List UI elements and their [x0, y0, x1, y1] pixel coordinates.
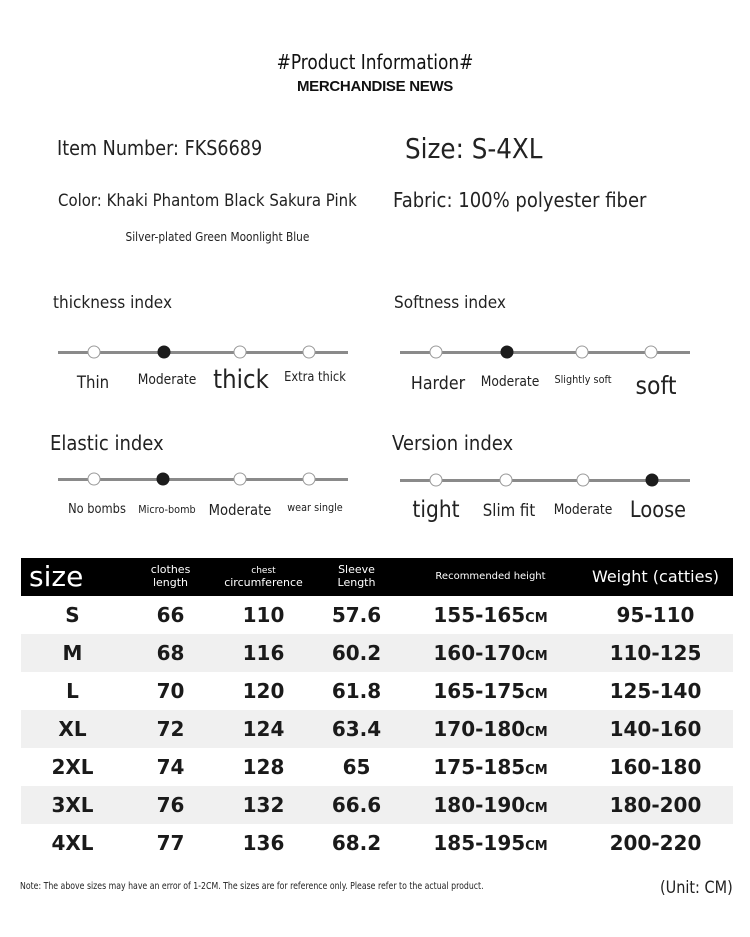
softness-dot: [645, 346, 658, 359]
version-dot: [577, 474, 590, 487]
version-dot-selected: [646, 474, 659, 487]
size-note: Note: The above sizes may have an error of 1-2CM. The sizes are for reference only. Please refer to the actual product.: [20, 881, 484, 892]
unit-label: (Unit: CM): [660, 878, 733, 898]
elastic-label: wear single: [287, 501, 343, 514]
header-length: clothes length: [124, 558, 217, 596]
chest-cell: 116: [217, 634, 310, 672]
thickness-label: Moderate: [137, 372, 197, 388]
elastic-dot: [234, 473, 247, 486]
page-title: #Product Information#: [276, 50, 474, 74]
length-cell: 72: [124, 710, 217, 748]
thickness-index-title: thickness index: [53, 293, 172, 313]
thickness-dot: [234, 346, 247, 359]
softness-dot-selected: [501, 346, 514, 359]
color-options-more: Silver-plated Green Moonlight Blue: [125, 230, 309, 244]
header-size: size: [21, 558, 124, 596]
length-cell: 68: [124, 634, 217, 672]
version-label: Moderate: [553, 502, 613, 518]
weight-cell: 180-200: [578, 786, 733, 824]
height-cell: 165-175CM: [433, 679, 548, 703]
size-cell: M: [21, 634, 124, 672]
thickness-label: Thin: [76, 373, 110, 393]
chest-cell: 110: [242, 603, 285, 627]
version-dot: [500, 474, 513, 487]
item-number: Item Number: FKS6689: [57, 136, 263, 160]
version-label: Slim fit: [482, 501, 536, 521]
sleeve-cell: 61.8: [331, 679, 382, 703]
chest-cell: 128: [242, 755, 285, 779]
size-table-header: [21, 558, 733, 596]
version-index-title: Version index: [392, 431, 514, 455]
table-row: [21, 748, 733, 786]
softness-label: Harder: [410, 373, 466, 394]
weight-cell: 160-180: [609, 755, 702, 779]
sleeve-cell: 60.2: [310, 634, 403, 672]
chest-cell: 124: [217, 710, 310, 748]
table-row: [21, 634, 733, 672]
height-cell: 160-170CM: [403, 634, 578, 672]
fabric-info: Fabric: 100% polyester fiber: [393, 188, 647, 212]
sleeve-cell: 65: [342, 755, 371, 779]
header-weight: Weight (catties): [578, 558, 733, 596]
softness-label: soft: [635, 371, 677, 400]
height-cell: 185-195CM: [433, 831, 548, 855]
thickness-dot-selected: [158, 346, 171, 359]
chest-cell: 120: [242, 679, 285, 703]
softness-index-title: Softness index: [394, 293, 506, 313]
size-cell: 2XL: [51, 755, 94, 779]
size-range: Size: S-4XL: [405, 132, 543, 165]
weight-cell: 140-160: [578, 710, 733, 748]
version-dot: [430, 474, 443, 487]
unit-suffix: CM: [525, 649, 548, 664]
length-cell: 66: [156, 603, 185, 627]
thickness-dot: [88, 346, 101, 359]
size-cell: S: [65, 603, 80, 627]
weight-cell: 200-220: [609, 831, 702, 855]
header-sleeve: Sleeve Length: [310, 558, 403, 596]
length-cell: 74: [156, 755, 185, 779]
size-cell: 3XL: [21, 786, 124, 824]
elastic-label: Moderate: [208, 501, 272, 519]
elastic-dot: [88, 473, 101, 486]
table-row: [21, 596, 733, 634]
color-options: Color: Khaki Phantom Black Sakura Pink: [58, 191, 357, 211]
unit-suffix: CM: [525, 687, 548, 702]
thickness-label: Extra thick: [284, 370, 346, 385]
softness-label: Moderate: [480, 374, 540, 390]
unit-suffix: CM: [525, 801, 548, 816]
table-row: [21, 786, 733, 824]
unit-suffix: CM: [525, 611, 548, 626]
size-cell: 4XL: [51, 831, 94, 855]
height-cell: 175-185CM: [433, 755, 548, 779]
version-label: Loose: [629, 498, 687, 523]
table-row: [21, 710, 733, 748]
header-height: Recommended height: [403, 558, 578, 596]
sleeve-cell: 68.2: [331, 831, 382, 855]
unit-suffix: CM: [525, 763, 548, 778]
length-cell: 77: [156, 831, 185, 855]
elastic-dot: [303, 473, 316, 486]
thickness-label: thick: [213, 365, 269, 395]
weight-cell: 125-140: [609, 679, 702, 703]
chest-cell: 136: [242, 831, 285, 855]
unit-suffix: CM: [525, 839, 548, 854]
version-label: tight: [412, 497, 460, 523]
unit-suffix: CM: [525, 725, 548, 740]
elastic-label: No bombs: [68, 502, 126, 517]
page-subtitle: MERCHANDISE NEWS: [296, 78, 454, 95]
height-cell: 170-180CM: [403, 710, 578, 748]
length-cell: 76: [124, 786, 217, 824]
size-table: [21, 558, 733, 862]
sleeve-cell: 66.6: [310, 786, 403, 824]
size-cell: XL: [21, 710, 124, 748]
softness-dot: [576, 346, 589, 359]
height-cell: 180-190CM: [403, 786, 578, 824]
table-row: [21, 672, 733, 710]
length-cell: 70: [156, 679, 185, 703]
elastic-label: Micro-bomb: [138, 503, 196, 516]
size-cell: L: [66, 679, 79, 703]
height-cell: 155-165CM: [433, 603, 548, 627]
chest-cell: 132: [217, 786, 310, 824]
weight-cell: 110-125: [578, 634, 733, 672]
thickness-dot: [303, 346, 316, 359]
elastic-index-title: Elastic index: [50, 431, 164, 455]
elastic-dot-selected: [157, 473, 170, 486]
header-chest: chest circumference: [217, 558, 310, 596]
weight-cell: 95-110: [616, 603, 695, 627]
sleeve-cell: 63.4: [310, 710, 403, 748]
sleeve-cell: 57.6: [331, 603, 382, 627]
table-row: [21, 824, 733, 862]
softness-label: Slightly soft: [554, 373, 612, 386]
softness-dot: [430, 346, 443, 359]
